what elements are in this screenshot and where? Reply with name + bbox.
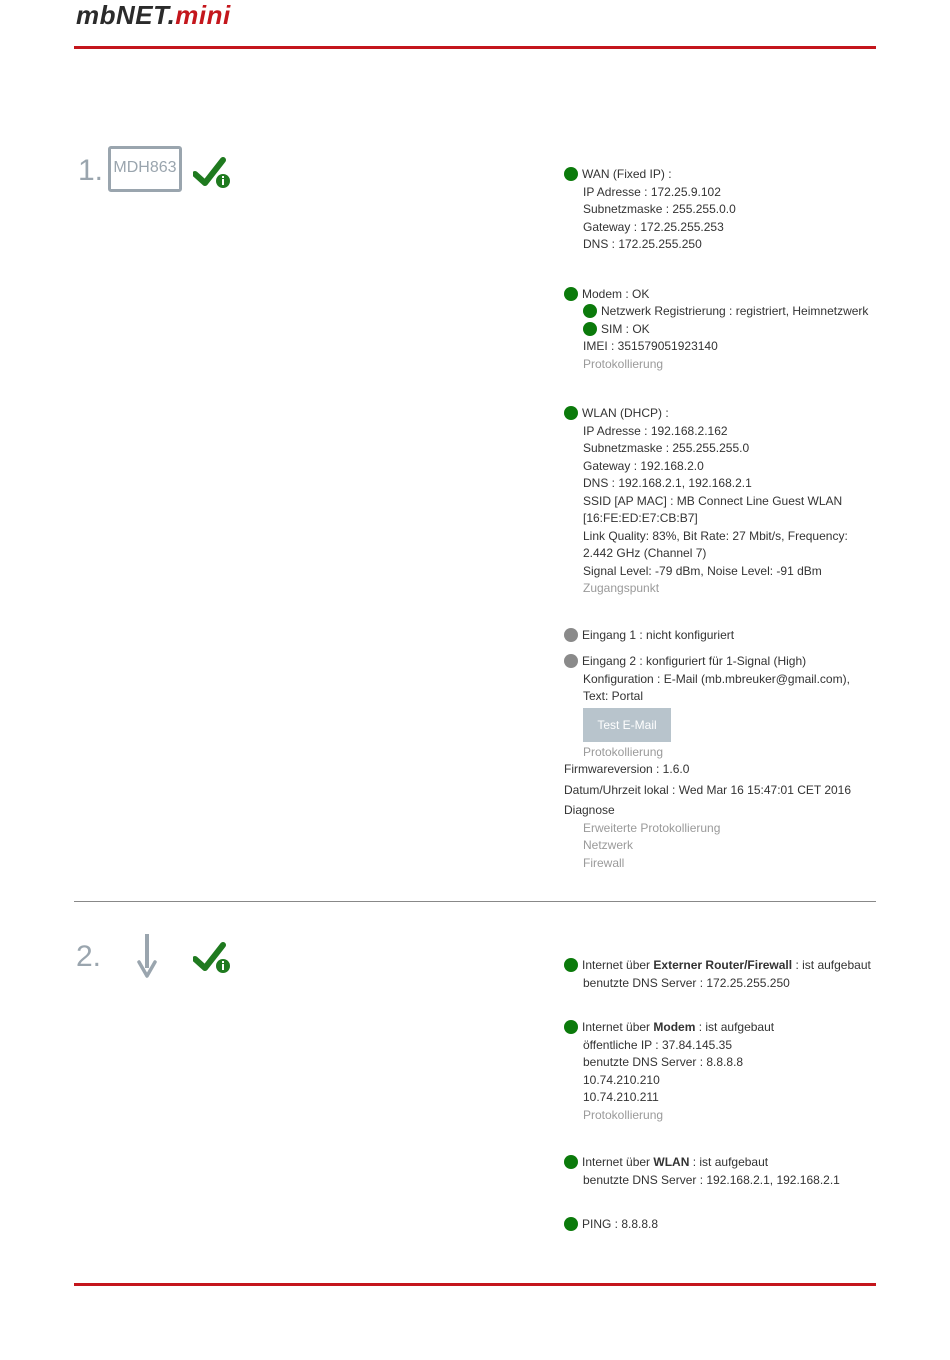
firmware-version: Firmwareversion : 1.6.0	[564, 762, 690, 776]
modem-title: Modem : OK	[564, 286, 868, 304]
modem-registration: Netzwerk Registrierung : registriert, Heimnetzwerk	[564, 303, 868, 321]
wlan-mac: [16:FE:ED:E7:CB:B7]	[583, 511, 698, 525]
wlan-frequency: 2.442 GHz (Channel 7)	[583, 546, 707, 560]
diag-link-firewall[interactable]: Firewall	[583, 855, 625, 870]
status-dot-wan	[564, 167, 578, 181]
status-dot-internet-modem	[564, 1020, 578, 1034]
modem-sim: SIM : OK	[564, 321, 868, 339]
section-divider	[74, 901, 876, 902]
modem-imei: IMEI : 351579051923140	[583, 339, 718, 353]
status-dot-input-2	[564, 654, 578, 668]
test-email-button[interactable]: Test E-Mail	[583, 708, 671, 742]
diag-link-extended-logging[interactable]: Erweiterte Protokollierung	[583, 820, 721, 835]
status-dot-ping	[564, 1217, 578, 1231]
arrow-down-icon	[136, 934, 158, 978]
status-dot-router	[564, 958, 578, 972]
device-label: MDH863	[113, 159, 177, 176]
ping-status: PING : 8.8.8.8	[564, 1216, 871, 1234]
wlan-signal: Signal Level: -79 dBm, Noise Level: -91 dBm	[583, 563, 822, 578]
check-info-icon[interactable]	[193, 156, 233, 190]
step-2-number: 2.	[76, 940, 102, 973]
router-dns: benutzte DNS Server : 172.25.255.250	[583, 975, 790, 990]
wan-subnet: Subnetzmaske : 255.255.0.0	[583, 202, 736, 216]
status-dot-registration	[583, 304, 597, 318]
input-2-config: Konfiguration : E-Mail (mb.mbreuker@gmail.com),	[583, 671, 850, 686]
modem-public-ip: öffentliche IP : 37.84.145.35	[583, 1037, 733, 1052]
wan-dns: DNS : 172.25.255.250	[583, 237, 702, 251]
wlan-gateway: Gateway : 192.168.2.0	[583, 458, 704, 473]
modem-dns-3: 10.74.210.211	[583, 1090, 659, 1104]
device-label-box	[108, 146, 182, 192]
modem-log-link[interactable]: Protokollierung	[583, 356, 664, 371]
diagnose-title: Diagnose	[564, 803, 615, 817]
wan-ip: IP Adresse : 172.25.9.102	[583, 184, 721, 199]
header-divider	[74, 46, 876, 49]
step-1-number: 1.	[78, 154, 104, 187]
wan-gateway: Gateway : 172.25.255.253	[583, 219, 724, 234]
logo-main: mbNET.	[76, 0, 176, 30]
internet-router-status: Internet über Externer Router/Firewall : ist aufgebaut	[564, 957, 871, 975]
modem-dns-2: 10.74.210.210	[583, 1072, 660, 1087]
wlan-title: WLAN (DHCP) :	[564, 405, 868, 423]
status-dot-input-1	[564, 628, 578, 642]
local-datetime: Datum/Uhrzeit lokal : Wed Mar 16 15:47:01 CET 2016	[564, 782, 852, 797]
footer-divider	[74, 1283, 876, 1286]
status-dot-wlan	[564, 406, 578, 420]
internet-wlan-status: Internet über WLAN : ist aufgebaut	[564, 1154, 871, 1172]
wlan-ssid: SSID [AP MAC] : MB Connect Line Guest WLAN	[583, 493, 843, 508]
input-2-text: Text: Portal	[583, 689, 644, 703]
status-dot-modem	[564, 287, 578, 301]
wlan-dns-servers: benutzte DNS Server : 192.168.2.1, 192.168.2.1	[583, 1172, 840, 1187]
logo	[76, 0, 231, 31]
input-1-status: Eingang 1 : nicht konfiguriert	[564, 627, 868, 645]
input-2-log-link[interactable]: Protokollierung	[583, 744, 664, 759]
status-dot-sim	[583, 322, 597, 336]
wlan-subnet: Subnetzmaske : 255.255.255.0	[583, 441, 750, 455]
modem-dns: benutzte DNS Server : 8.8.8.8	[583, 1055, 744, 1069]
logo-sub: mini	[175, 0, 231, 30]
wlan-ip: IP Adresse : 192.168.2.162	[583, 423, 728, 438]
status-panel-1	[564, 166, 868, 872]
wlan-dns: DNS : 192.168.2.1, 192.168.2.1	[583, 476, 752, 490]
check-info-icon[interactable]	[193, 941, 233, 975]
wlan-ap-link[interactable]: Zugangspunkt	[583, 581, 660, 595]
wan-title: WAN (Fixed IP) :	[564, 166, 868, 184]
internet-modem-log-link[interactable]: Protokollierung	[583, 1107, 664, 1122]
diag-link-network[interactable]: Netzwerk	[583, 838, 634, 852]
status-dot-internet-wlan	[564, 1155, 578, 1169]
input-2-status: Eingang 2 : konfiguriert für 1-Signal (High)	[564, 653, 868, 671]
status-panel-2	[564, 957, 871, 1234]
wlan-quality: Link Quality: 83%, Bit Rate: 27 Mbit/s, Frequency:	[583, 528, 848, 543]
internet-modem-status: Internet über Modem : ist aufgebaut	[564, 1019, 871, 1037]
